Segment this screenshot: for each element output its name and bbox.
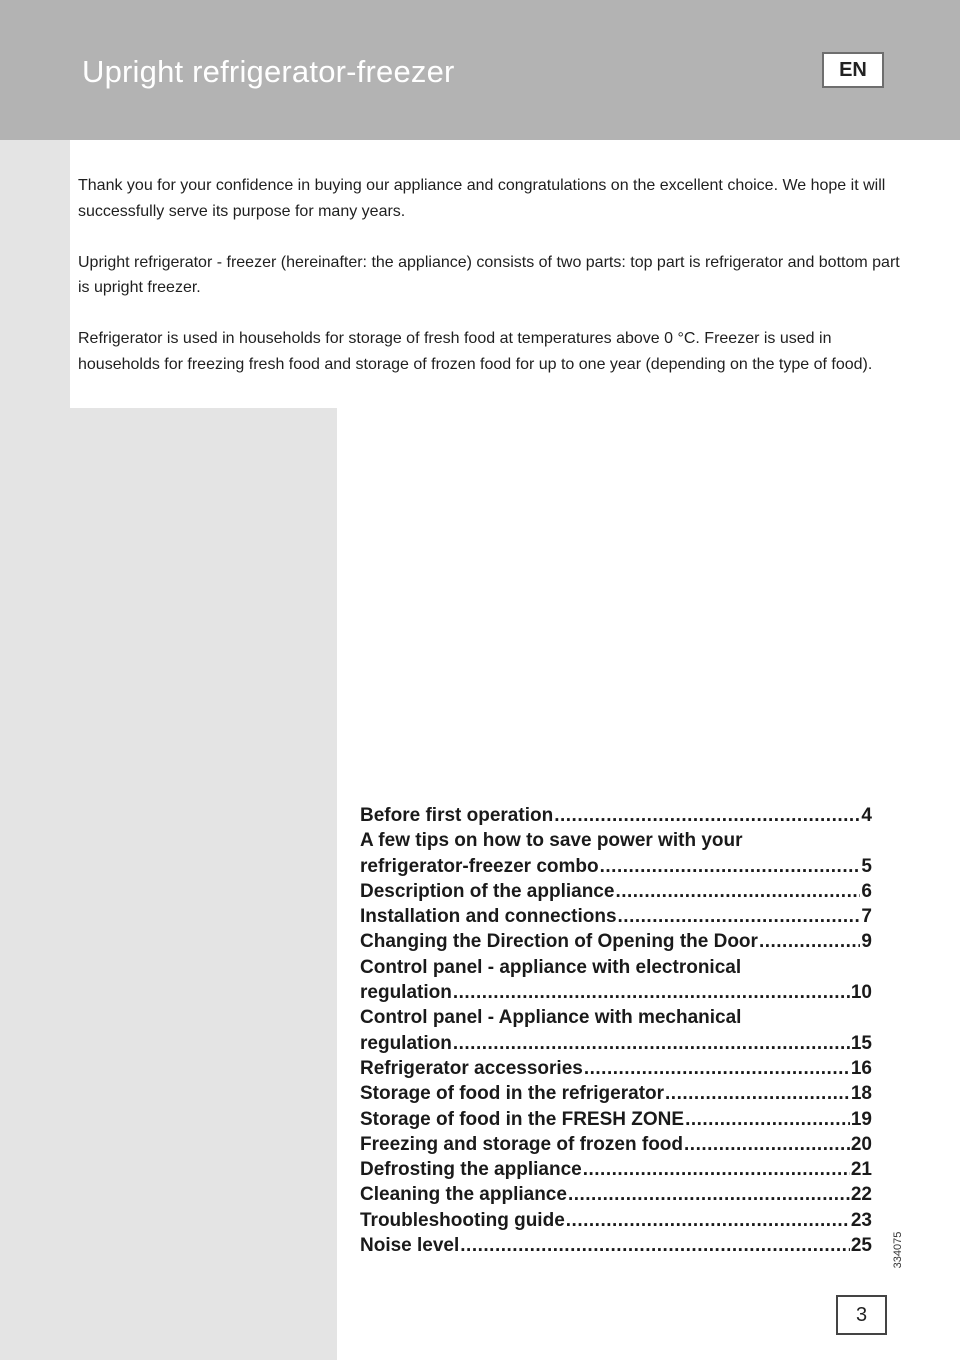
toc-page-number: 19 xyxy=(850,1108,872,1130)
toc-entry-title: Noise level xyxy=(360,1235,460,1257)
toc-page-number: 16 xyxy=(850,1057,872,1079)
header-bar xyxy=(0,0,960,140)
toc-dot-leader xyxy=(685,1107,850,1132)
toc-entry[interactable] xyxy=(360,1081,872,1106)
toc-entry-title: Control panel - Appliance with mechanical xyxy=(360,1007,742,1029)
toc-dot-leader xyxy=(460,1233,850,1258)
intro-paragraph: Upright refrigerator - freezer (hereinafter: the appliance) consists of two parts: top part is refrigerator and bottom part is upright freezer. xyxy=(78,253,900,296)
toc-dot-leader xyxy=(554,803,860,828)
toc-dot-leader xyxy=(566,1208,850,1233)
toc-page-number: 5 xyxy=(861,855,872,877)
toc-page-number: 9 xyxy=(861,931,872,953)
toc-entry[interactable] xyxy=(360,1233,872,1258)
page-number: 3 xyxy=(836,1295,887,1335)
toc-dot-leader xyxy=(615,879,860,904)
toc-entry-title: Troubleshooting guide xyxy=(360,1209,565,1231)
toc-entry[interactable] xyxy=(360,1107,872,1132)
toc-entry-title: Installation and connections xyxy=(360,906,617,928)
intro-paragraph: Refrigerator is used in households for storage of fresh food at temperatures above 0 °C. Freezer is used in households for freezing fresh food and storage of frozen food for up to one year (depending on the type of food). xyxy=(78,330,873,373)
toc-entry-title: Cleaning the appliance xyxy=(360,1184,567,1206)
toc-page-number: 4 xyxy=(861,805,872,826)
toc-dot-leader xyxy=(759,929,860,954)
toc-dot-leader xyxy=(584,1056,850,1081)
toc-page-number: 15 xyxy=(850,1032,872,1054)
toc-entry-title: Description of the appliance xyxy=(360,880,615,902)
toc-entry[interactable] xyxy=(360,1182,872,1207)
toc-entry-title: Freezing and storage of frozen food xyxy=(360,1133,684,1155)
toc-page-number: 10 xyxy=(850,982,872,1004)
language-badge: EN xyxy=(822,52,884,88)
toc-entry[interactable] xyxy=(360,929,872,954)
toc-dot-leader xyxy=(583,1157,850,1182)
toc-dot-leader xyxy=(684,1132,850,1157)
toc-entry[interactable] xyxy=(360,879,872,904)
toc-entry[interactable] xyxy=(360,1005,872,1056)
toc-entry[interactable] xyxy=(360,1208,872,1233)
toc-entry-title: refrigerator-freezer combo xyxy=(360,855,599,877)
toc-page-number: 7 xyxy=(861,906,872,928)
toc-entry[interactable] xyxy=(360,1056,872,1081)
toc-entry[interactable] xyxy=(360,955,872,1006)
toc-entry-title: Refrigerator accessories xyxy=(360,1057,583,1079)
toc-page-number: 22 xyxy=(850,1184,872,1206)
toc-entry[interactable] xyxy=(360,1132,872,1157)
toc-entry-title: Storage of food in the refrigerator xyxy=(360,1083,665,1105)
toc-dot-leader xyxy=(453,980,850,1005)
toc-entry-title: Storage of food in the FRESH ZONE xyxy=(360,1108,685,1130)
table-of-contents xyxy=(360,803,872,1258)
toc-page-number: 25 xyxy=(850,1235,872,1257)
toc-entry-title: Changing the Direction of Opening the Door xyxy=(360,931,758,953)
toc-page-number: 18 xyxy=(850,1083,872,1105)
toc-entry-title: regulation xyxy=(360,1032,452,1054)
document-code: 334075 xyxy=(892,1231,904,1269)
toc-entry-title: regulation xyxy=(360,982,452,1004)
toc-page-number: 21 xyxy=(850,1159,872,1181)
toc-entry-title: Defrosting the appliance xyxy=(360,1159,582,1181)
intro-paragraph: Thank you for your confidence in buying our appliance and congratulations on the excellent choice. We hope it will successfully serve its purpose for many years. xyxy=(78,177,886,220)
toc-entry-title: Control panel - appliance with electronical xyxy=(360,956,742,978)
page-title: Upright refrigerator-freezer xyxy=(82,54,455,89)
toc-entry[interactable] xyxy=(360,1157,872,1182)
toc-page-number: 23 xyxy=(850,1209,872,1231)
toc-page-number: 20 xyxy=(850,1133,872,1155)
toc-page-number: 6 xyxy=(861,880,872,902)
toc-entry[interactable] xyxy=(360,828,872,879)
toc-dot-leader xyxy=(665,1081,850,1106)
toc-dot-leader xyxy=(453,1031,850,1056)
toc-entry-title: A few tips on how to save power with your xyxy=(360,830,743,852)
intro-text xyxy=(78,173,908,403)
toc-entry-title: Before first operation xyxy=(360,805,554,826)
toc-entry[interactable] xyxy=(360,904,872,929)
toc-dot-leader xyxy=(600,854,861,879)
toc-dot-leader xyxy=(618,904,861,929)
toc-dot-leader xyxy=(568,1182,850,1207)
toc-entry[interactable] xyxy=(360,803,872,828)
